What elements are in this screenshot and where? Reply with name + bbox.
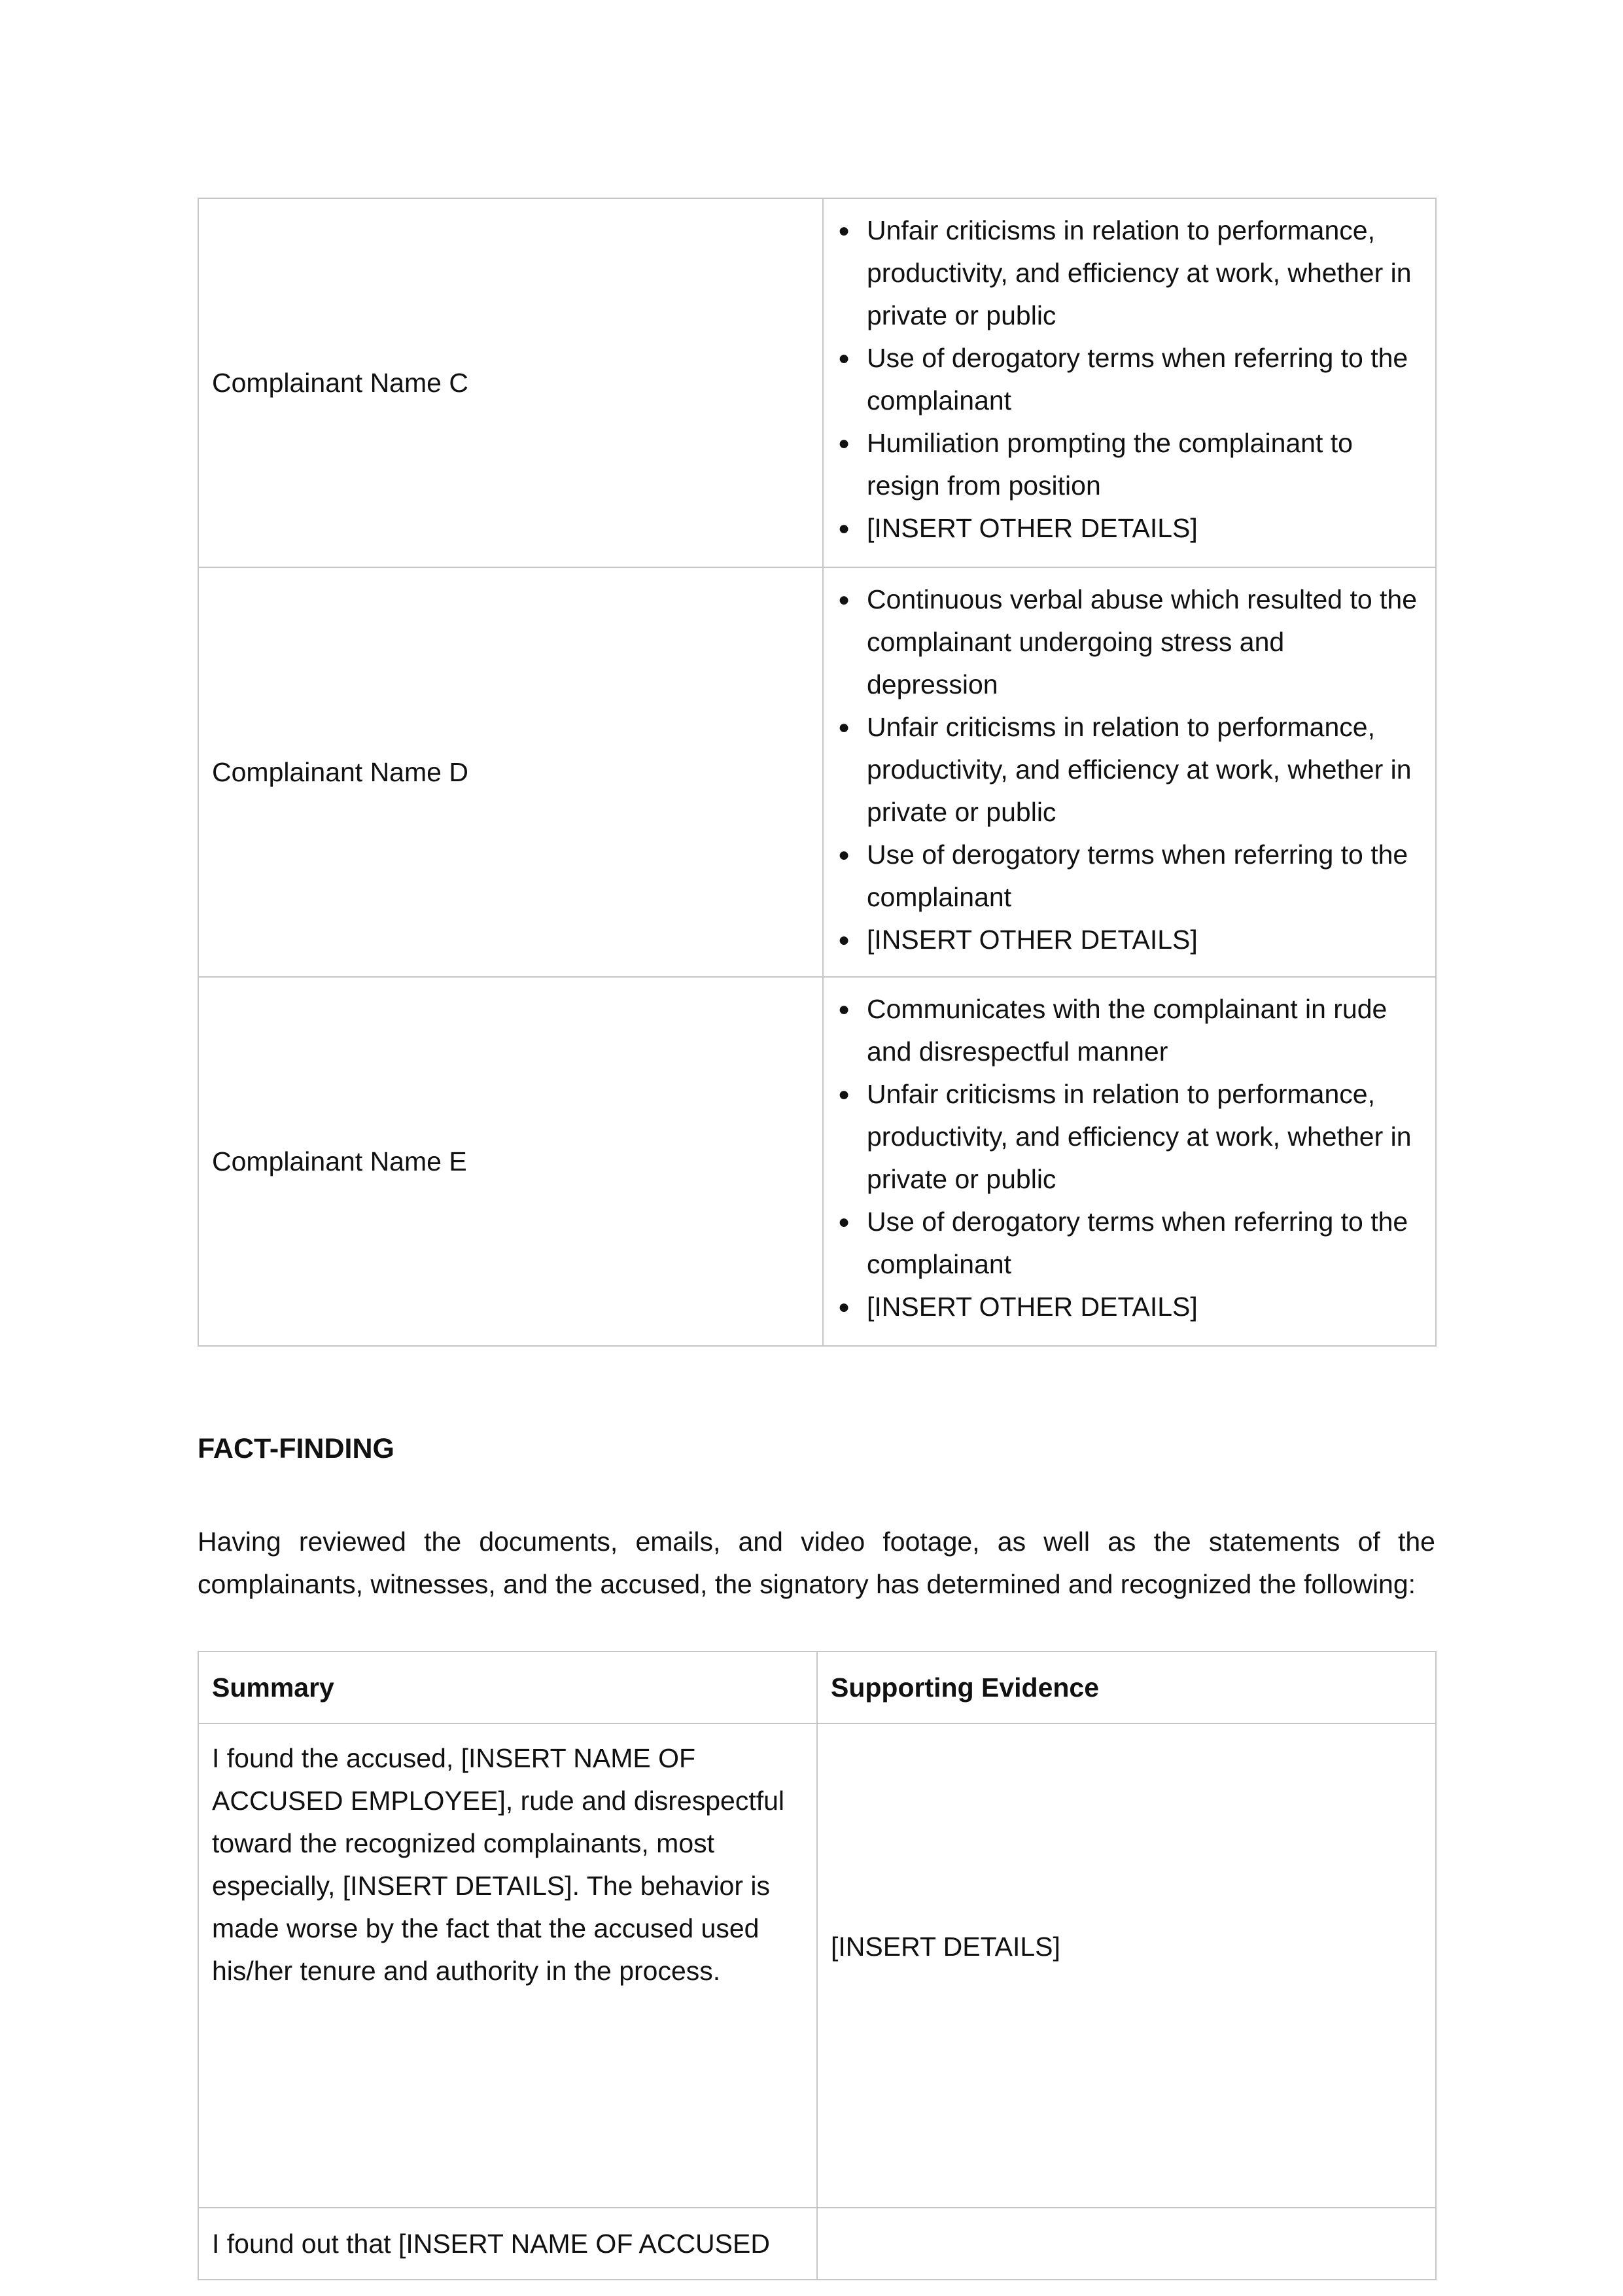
- table-row: [198, 1723, 1436, 2208]
- detail-text: Humiliation prompting the complainant to resign from position: [867, 428, 1353, 501]
- list-item: [838, 988, 1422, 1073]
- list-item: [838, 578, 1422, 706]
- table-header-row: [198, 1651, 1436, 1723]
- list-item: [838, 1201, 1422, 1286]
- list-item: [838, 834, 1422, 919]
- bullet-icon: ●: [838, 998, 850, 1020]
- bullet-icon: ●: [838, 220, 850, 241]
- detail-text: [INSERT OTHER DETAILS]: [867, 513, 1198, 543]
- complaint-details: [823, 977, 1436, 1346]
- bullet-icon: ●: [838, 929, 850, 951]
- bullet-icon: ●: [838, 1296, 850, 1318]
- list-item: [838, 209, 1422, 337]
- intro-paragraph: Having reviewed the documents, emails, and video footage, as well as the statements of the complainants, witnesses, and the accused, the signatory has determined and recognized the following:: [198, 1527, 1435, 1599]
- list-item: [838, 422, 1422, 507]
- detail-text: Unfair criticisms in relation to performance, productivity, and efficiency at work, whether in private or public: [867, 712, 1412, 827]
- column-header-evidence: Supporting Evidence: [817, 1651, 1436, 1723]
- list-item: [838, 337, 1422, 422]
- bullet-icon: ●: [838, 1084, 850, 1105]
- bullet-icon: ●: [838, 518, 850, 539]
- bullet-icon: ●: [838, 347, 850, 369]
- complaint-details: [823, 567, 1436, 977]
- complainant-name: Complainant Name D: [198, 567, 823, 977]
- table-row: [198, 567, 1436, 977]
- bullet-icon: ●: [838, 716, 850, 738]
- column-header-summary: Summary: [198, 1651, 817, 1723]
- details-list: [838, 578, 1422, 961]
- bullet-icon: ●: [838, 589, 850, 610]
- summary-cell: I found out that [INSERT NAME OF ACCUSED: [198, 2208, 817, 2280]
- table-row: [198, 977, 1436, 1346]
- list-item: [838, 919, 1422, 961]
- bullet-icon: ●: [838, 1211, 850, 1233]
- list-item: [838, 507, 1422, 550]
- complainant-name: Complainant Name E: [198, 977, 823, 1346]
- detail-text: Communicates with the complainant in rude and disrespectful manner: [867, 994, 1387, 1067]
- list-item: [838, 1073, 1422, 1201]
- complainant-name: Complainant Name C: [198, 198, 823, 567]
- bullet-icon: ●: [838, 844, 850, 866]
- section-heading: FACT-FINDING: [198, 1433, 394, 1464]
- detail-text: Continuous verbal abuse which resulted to the complainant undergoing stress and depression: [867, 584, 1418, 699]
- table-row: [198, 198, 1436, 567]
- details-list: [838, 988, 1422, 1328]
- detail-text: Unfair criticisms in relation to performance, productivity, and efficiency at work, whether in private or public: [867, 215, 1412, 330]
- detail-text: Unfair criticisms in relation to performance, productivity, and efficiency at work, whether in private or public: [867, 1079, 1412, 1194]
- evidence-cell: [INSERT DETAILS]: [817, 1723, 1436, 2208]
- list-item: [838, 1286, 1422, 1328]
- summary-cell: I found the accused, [INSERT NAME OF ACCUSED EMPLOYEE], rude and disrespectful toward the recognized complainants, most especially, [INSERT DETAILS]. The behavior is made worse by the fact that the accused used his/her tenure and authority in the process.: [198, 1723, 817, 2208]
- bullet-icon: ●: [838, 433, 850, 454]
- details-list: [838, 209, 1422, 550]
- evidence-cell: [817, 2208, 1436, 2280]
- fact-finding-table: [198, 1651, 1437, 2280]
- detail-text: Use of derogatory terms when referring to the complainant: [867, 343, 1408, 415]
- complaints-table: [198, 198, 1437, 1347]
- complaint-details: [823, 198, 1436, 567]
- detail-text: [INSERT OTHER DETAILS]: [867, 925, 1198, 955]
- table-row: [198, 2208, 1436, 2280]
- detail-text: Use of derogatory terms when referring to the complainant: [867, 839, 1408, 912]
- detail-text: Use of derogatory terms when referring to the complainant: [867, 1207, 1408, 1279]
- list-item: [838, 706, 1422, 834]
- detail-text: [INSERT OTHER DETAILS]: [867, 1292, 1198, 1322]
